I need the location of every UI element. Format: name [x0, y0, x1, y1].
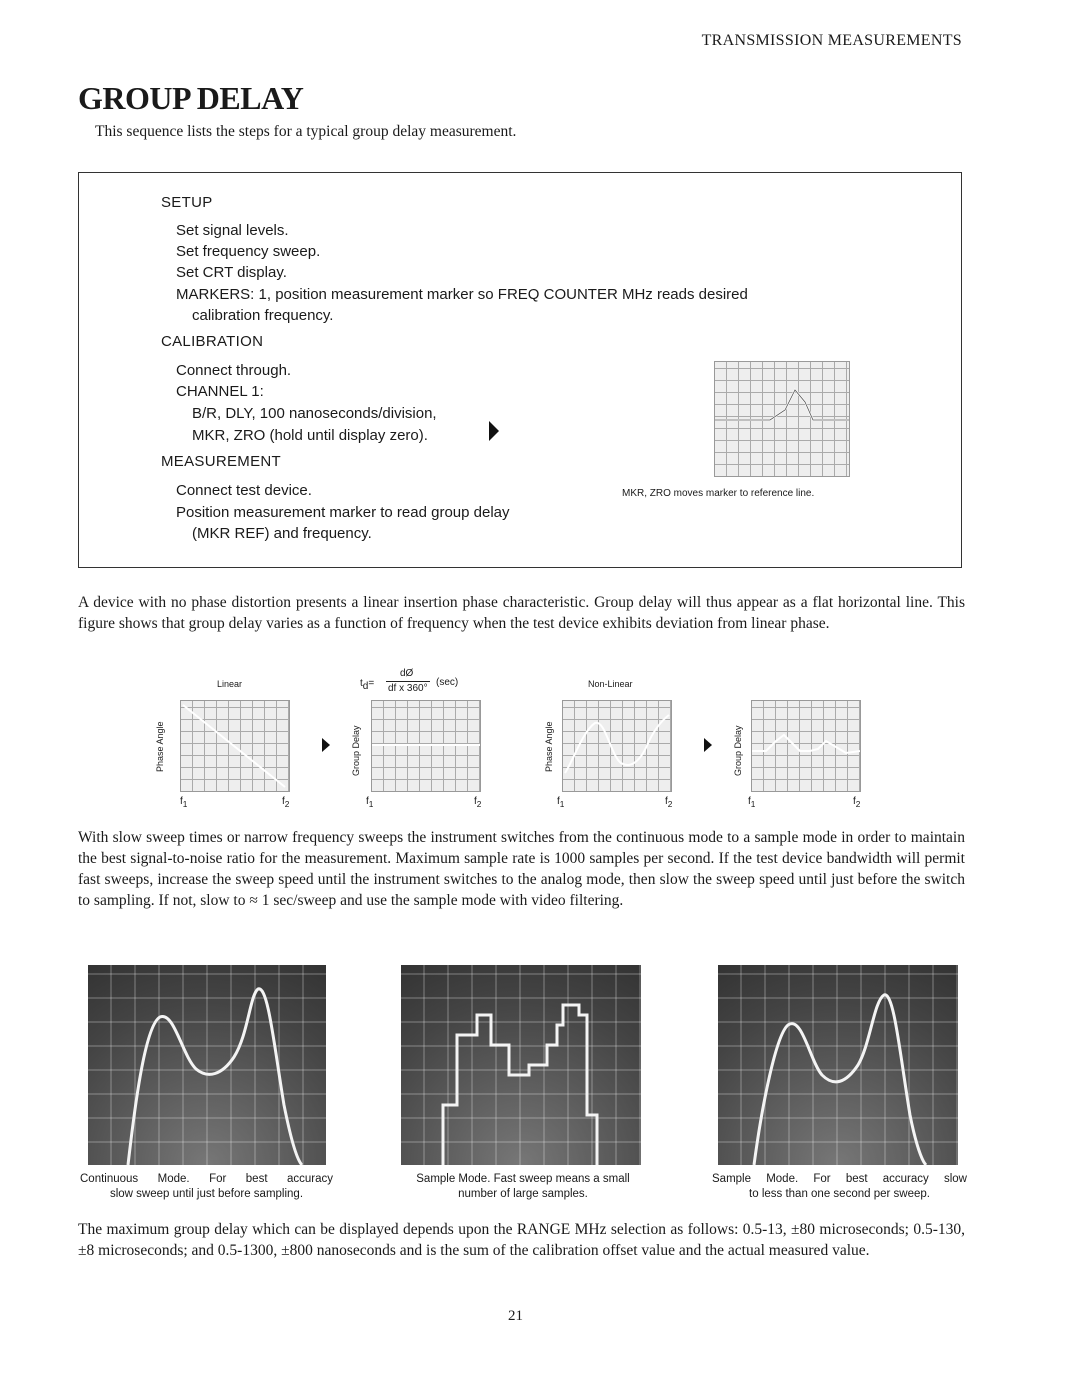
delay-axis-label: Group Delay: [733, 725, 743, 776]
setup-step: calibration frequency.: [192, 307, 334, 324]
phase-axis-label: Phase Angle: [155, 721, 165, 772]
paragraph: The maximum group delay which can be displayed depends upon the RANGE MHz selection as follows: 0.5-13, ±80 microseconds; 0.5-130, ±8 microseconds; and 0.5-1300, ±800 nanoseconds and is the sum of the calibration offset value and the actual measured value.: [78, 1221, 965, 1259]
nonlinear-delay-graph: [751, 700, 861, 792]
crt-photo-trace: [401, 965, 641, 1165]
crt-photo-trace: [88, 965, 326, 1165]
photo-caption: number of large samples.: [458, 1188, 588, 1200]
linear-phase-trace: [181, 701, 289, 791]
crt-trace: [715, 362, 849, 476]
crt-graph: [714, 361, 850, 477]
f2-label: $f_2$: [282, 796, 290, 809]
f1-label: $f_1$: [748, 796, 756, 809]
setup-step: MARKERS: 1, position measurement marker so FREQ COUNTER MHz reads desired: [176, 286, 748, 303]
linear-label: Linear: [217, 679, 243, 689]
f2-label: $f_2$: [853, 796, 861, 809]
setup-heading: SETUP: [161, 194, 213, 211]
page-title: GROUP DELAY: [78, 80, 304, 116]
formula-unit: (sec): [436, 677, 459, 688]
paragraph: A device with no phase distortion presents a linear insertion phase characteristic. Group delay will thus appear as a flat horizontal line. This figure shows that group delay varies as a function of frequency when the test device exhibits deviation from linear phase.: [78, 594, 965, 632]
f1-label: $f_1$: [180, 796, 188, 809]
f2-label: $f_2$: [665, 796, 673, 809]
measurement-step: Connect test device.: [176, 482, 312, 499]
formula-numerator: dØ: [400, 668, 414, 679]
nonlinear-delay-trace: [752, 701, 860, 791]
setup-step: Set frequency sweep.: [176, 243, 321, 260]
paragraph: With slow sweep times or narrow frequency sweeps the instrument switches from the continuous mode to a sample mode in order to maintain the best signal-to-noise ratio for the measurement. Maximum sample rate is 1000 samples per second. If the test device bandwidth will permit fast sweeps, increase the sweep speed until the instrument switches to the analog mode, then slow the sweep speed until just before the switch to sampling. If not, slow to ≈ 1 sec/sweep and use the sample mode with video filtering.: [78, 829, 965, 909]
f1-label: $f_1$: [366, 796, 374, 809]
photo-caption: Sample Mode. For best accuracy slow: [712, 1173, 967, 1185]
photo-caption: to less than one second per sweep.: [749, 1188, 930, 1200]
crt-photo-trace: [718, 965, 958, 1165]
f2-label: $f_2$: [474, 796, 482, 809]
formula-lhs-subscript: d: [362, 681, 369, 692]
calibration-heading: CALIBRATION: [161, 333, 264, 350]
f1-label: $f_1$: [557, 796, 565, 809]
group-delay-formula: [360, 668, 480, 698]
measurement-heading: MEASUREMENT: [161, 453, 281, 470]
page-number: 21: [508, 1308, 523, 1324]
crt-photo-sample-fast: [401, 965, 641, 1165]
calibration-step: Connect through.: [176, 362, 292, 379]
crt-photo-continuous: [88, 965, 326, 1165]
crt-photo-sample-slow: [718, 965, 958, 1165]
procedure-box: [78, 172, 962, 568]
linear-phase-graph: [180, 700, 290, 792]
arrow-right-icon: [703, 737, 713, 753]
flat-delay-graph: [371, 700, 481, 792]
photo-caption: Sample Mode. Fast sweep means a small: [416, 1173, 630, 1185]
section-header: TRANSMISSION MEASUREMENTS: [701, 32, 962, 49]
calibration-step: CHANNEL 1:: [176, 383, 264, 400]
calibration-step: MKR, ZRO (hold until display zero).: [192, 427, 428, 444]
arrow-right-icon: [321, 737, 331, 753]
photo-caption: Continuous Mode. For best accuracy: [80, 1173, 333, 1185]
delay-axis-label: Group Delay: [351, 725, 361, 776]
nonlinear-phase-trace: [563, 701, 671, 791]
measurement-step: (MKR REF) and frequency.: [192, 525, 372, 542]
nonlinear-label: Non-Linear: [588, 679, 633, 689]
formula-lhs: t: [360, 678, 363, 689]
formula-denominator: df x 360°: [388, 683, 428, 694]
intro-text: This sequence lists the steps for a typical group delay measurement.: [95, 123, 517, 140]
photo-caption: slow sweep until just before sampling.: [109, 1188, 304, 1200]
arrow-right-icon: [487, 419, 501, 443]
calibration-step: B/R, DLY, 100 nanoseconds/division,: [192, 405, 437, 422]
formula-equals: =: [368, 678, 375, 689]
nonlinear-phase-graph: [562, 700, 672, 792]
setup-step: Set signal levels.: [176, 222, 289, 239]
figure-caption: MKR, ZRO moves marker to reference line.: [622, 488, 815, 499]
phase-axis-label: Phase Angle: [544, 721, 554, 772]
setup-step: Set CRT display.: [176, 264, 287, 281]
measurement-step: Position measurement marker to read group delay: [176, 504, 510, 521]
flat-delay-trace: [372, 701, 480, 791]
